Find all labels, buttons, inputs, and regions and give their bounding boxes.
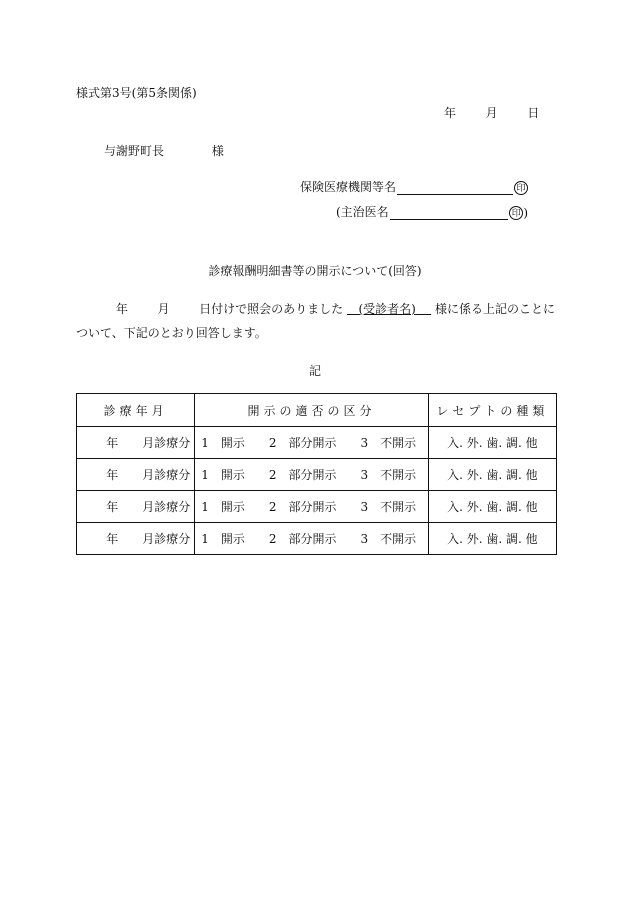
cell-disclosure-options[interactable]: 1 開示 2 部分開示 3 不開示 [195,459,428,491]
table-row [77,523,557,555]
header-receipt-type: レセプトの種類 [428,394,556,427]
patient-name-placeholder[interactable]: (受診者名) [358,302,416,316]
cell-disclosure-options[interactable]: 1 開示 2 部分開示 3 不開示 [195,427,428,459]
header-period: 診療年月 [77,394,195,427]
cell-disclosure-options[interactable]: 1 開示 2 部分開示 3 不開示 [195,491,428,523]
table-row [77,459,557,491]
date-day-label: 日 [527,106,540,120]
addressee-name: 与謝野町長 [104,144,165,158]
cell-receipt-types[interactable]: 入. 外. 歯. 調. 他 [428,523,556,555]
table-row [77,491,557,523]
date-line [444,104,539,121]
header-disclosure: 開示の適否の区分 [195,394,428,427]
institution-signature [300,178,528,195]
institution-name-line[interactable] [397,181,513,195]
addressee-honorific: 様 [211,144,224,158]
cell-disclosure-options[interactable]: 1 開示 2 部分開示 3 不開示 [195,523,428,555]
body-text-a: 日付けで照会のありました [199,302,344,316]
seal-icon: 印 [509,206,523,220]
cell-period[interactable]: 年 月診療分 [77,427,195,459]
table-header-row [77,394,557,427]
disclosure-table [76,393,557,555]
document-title: 診療報酬明細書等の開示について(回答) [208,264,422,278]
ki-heading: 記 [308,364,321,378]
doctor-signature [336,203,528,220]
doctor-name-line[interactable] [390,206,509,220]
body-line-2: ついて、下記のとおり回答します。 [76,326,267,340]
seal-icon: 印 [514,181,528,195]
date-month-label: 月 [485,106,498,120]
cell-receipt-types[interactable]: 入. 外. 歯. 調. 他 [428,491,556,523]
addressee [104,142,224,159]
closing-paren: ) [523,206,528,220]
table-row [77,427,557,459]
body-text-b: 様に係る上記のことに [434,302,555,316]
cell-receipt-types[interactable]: 入. 外. 歯. 調. 他 [428,427,556,459]
body-line-1 [76,300,556,317]
cell-period[interactable]: 年 月診療分 [77,491,195,523]
cell-period[interactable]: 年 月診療分 [77,459,195,491]
cell-receipt-types[interactable]: 入. 外. 歯. 調. 他 [428,459,556,491]
date-year-label: 年 [444,106,457,120]
institution-label: 保険医療機関等名 [300,180,397,194]
body-year: 年 [115,302,128,316]
doctor-label: (主治医名 [336,205,389,219]
body-month: 月 [157,302,170,316]
cell-period[interactable]: 年 月診療分 [77,523,195,555]
form-number: 様式第3号(第5条関係) [76,86,197,100]
